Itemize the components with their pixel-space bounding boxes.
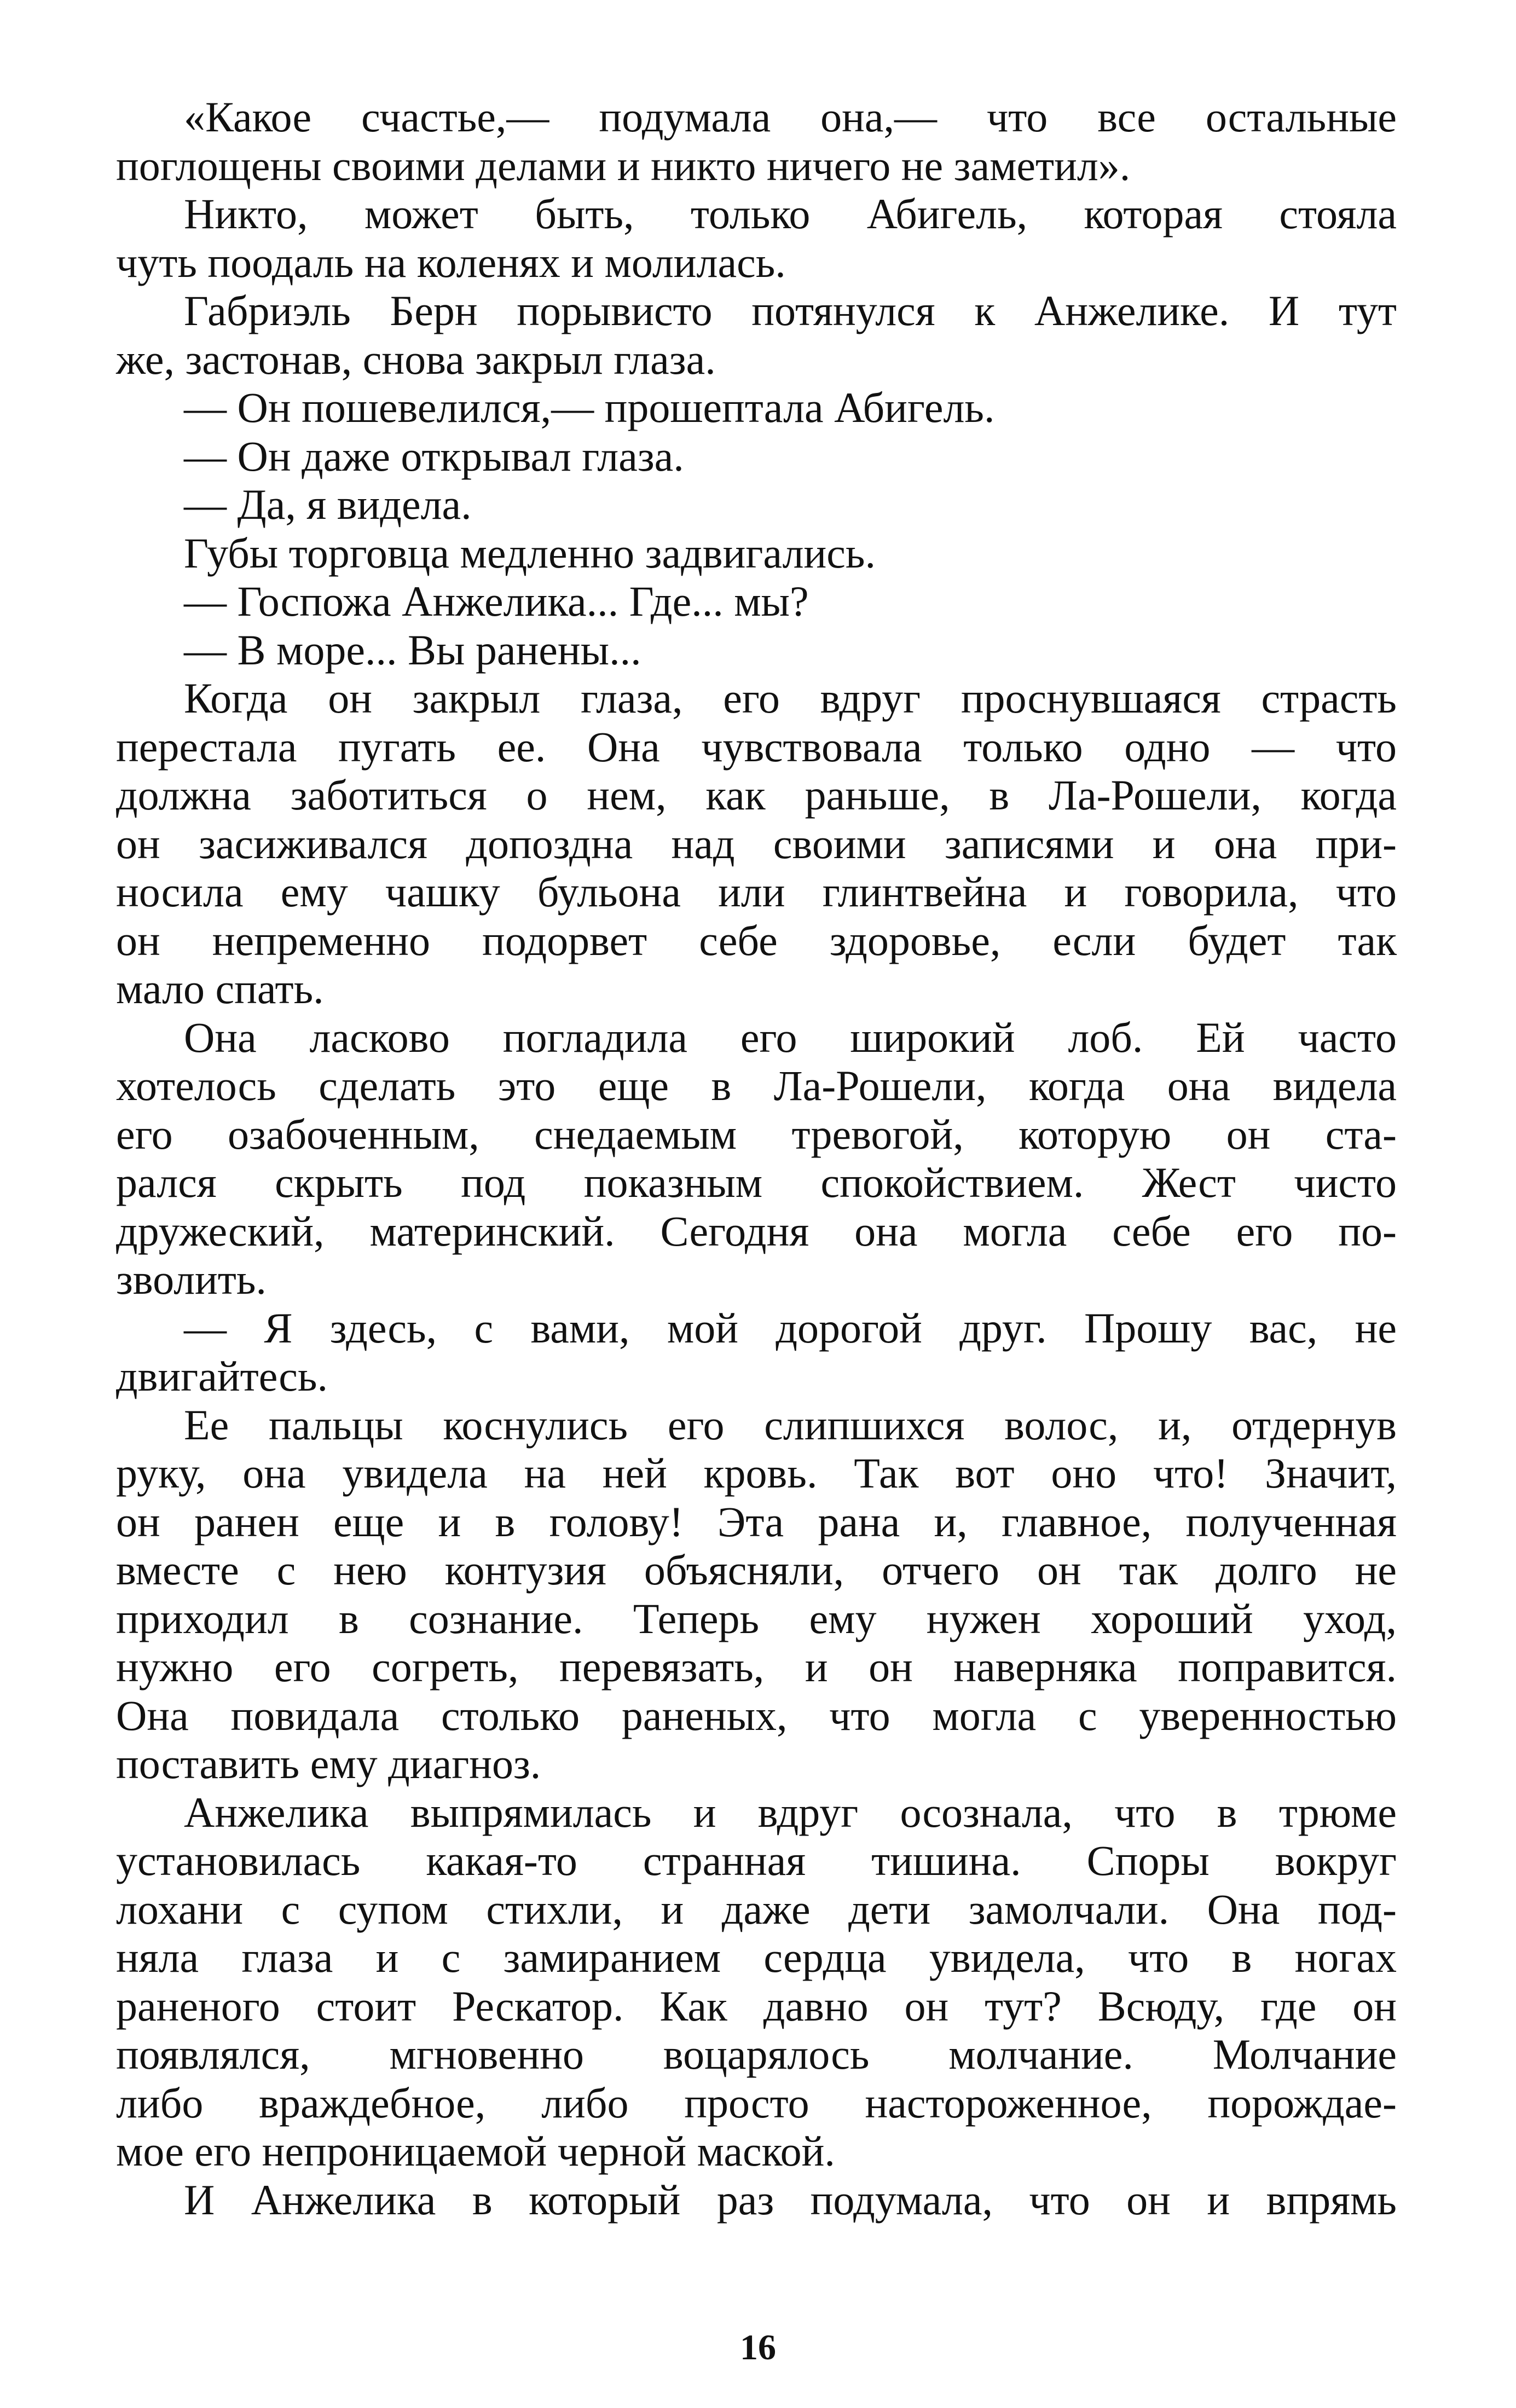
text-line: — Да, я видела. <box>184 481 472 528</box>
text-line: поставить ему диагноз. <box>116 1740 541 1787</box>
text-line: — Он пошевелился,— прошептала Абигель. <box>184 384 995 431</box>
text-line: приходил в сознание. Теперь ему нужен хороший уход, <box>116 1594 1397 1642</box>
text-line: Габриэль Берн порывисто потянулся к Анжелике. И тут <box>184 287 1397 334</box>
text-line: рался скрыть под показным спокойствием. Жест чисто <box>116 1159 1397 1206</box>
text-line: его озабоченным, снедаемым тревогой, которую он ста- <box>116 1110 1397 1158</box>
text-line: Никто, может быть, только Абигель, которая стояла <box>184 190 1397 238</box>
text-line: он ранен еще и в голову! Эта рана и, главное, полученная <box>116 1497 1397 1545</box>
text-line: он непременно подорвет себе здоровье, если будет так <box>116 916 1397 964</box>
text-line: поглощены своими делами и никто ничего не заметил». <box>116 141 1131 189</box>
text-line: — Он даже открывал глаза. <box>184 432 684 480</box>
text-line: Когда он закрыл глаза, его вдруг проснувшаяся страсть <box>184 674 1397 722</box>
text-line: нужно его согреть, перевязать, и он наверняка поправится. <box>116 1643 1397 1691</box>
text-line: Она повидала столько раненых, что могла с уверенностью <box>116 1691 1397 1739</box>
text-line: хотелось сделать это еще в Ла-Рошели, когда она видела <box>116 1062 1397 1109</box>
text-line: вместе с нею контузия объясняли, отчего он так долго не <box>116 1546 1397 1594</box>
text-line: «Какое счастье,— подумала она,— что все остальные <box>184 93 1397 141</box>
text-line: зволить. <box>116 1255 267 1303</box>
text-line: должна заботиться о нем, как раньше, в Ла-Рошели, когда <box>116 771 1397 819</box>
page-number: 16 <box>740 2328 776 2368</box>
text-line: руку, она увидела на ней кровь. Так вот оно что! Значит, <box>116 1449 1397 1497</box>
text-line: чуть поодаль на коленях и молилась. <box>116 238 786 286</box>
text-line: — Я здесь, с вами, мой дорогой друг. Прошу вас, не <box>184 1304 1397 1352</box>
text-line: либо враждебное, либо просто настороженное, порождае- <box>116 2079 1397 2127</box>
text-line: мое его непроницаемой черной маской. <box>116 2127 835 2175</box>
text-line: няла глаза и с замиранием сердца увидела, что в ногах <box>116 1934 1397 1981</box>
text-line: раненого стоит Рескатор. Как давно он тут? Всюду, где он <box>116 1982 1397 2030</box>
text-line: лохани с супом стихли, и даже дети замолчали. Она под- <box>116 1885 1397 1933</box>
text-line: двигайтесь. <box>116 1352 328 1400</box>
text-line: перестала пугать ее. Она чувствовала только одно — что <box>116 722 1397 771</box>
text-line: появлялся, мгновенно воцарялось молчание. Молчание <box>116 2030 1397 2078</box>
text-line: И Анжелика в который раз подумала, что он и впрямь <box>184 2175 1397 2224</box>
text-line: Анжелика выпрямилась и вдруг осознала, что в трюме <box>184 1788 1397 1836</box>
text-line: Она ласково погладила его широкий лоб. Ей часто <box>184 1013 1397 1061</box>
text-line: дружеский, материнский. Сегодня она могла себе его по- <box>116 1207 1397 1255</box>
text-line: установилась какая-то странная тишина. Споры вокруг <box>116 1837 1397 1884</box>
text-line: же, застонав, снова закрыл глаза. <box>116 335 716 383</box>
text-line: — В море... Вы ранены... <box>184 626 641 674</box>
text-line: Губы торговца медленно задвигались. <box>184 529 876 577</box>
body-text <box>116 93 1397 2224</box>
text-line: носила ему чашку бульона или глинтвейна и говорила, что <box>116 868 1397 916</box>
text-line: — Госпожа Анжелика... Где... мы? <box>184 577 809 625</box>
text-line: Ее пальцы коснулись его слипшихся волос, и, отдернув <box>184 1400 1397 1449</box>
text-line: он засиживался допоздна над своими записями и она при- <box>116 819 1397 867</box>
text-line: мало спать. <box>116 965 324 1012</box>
